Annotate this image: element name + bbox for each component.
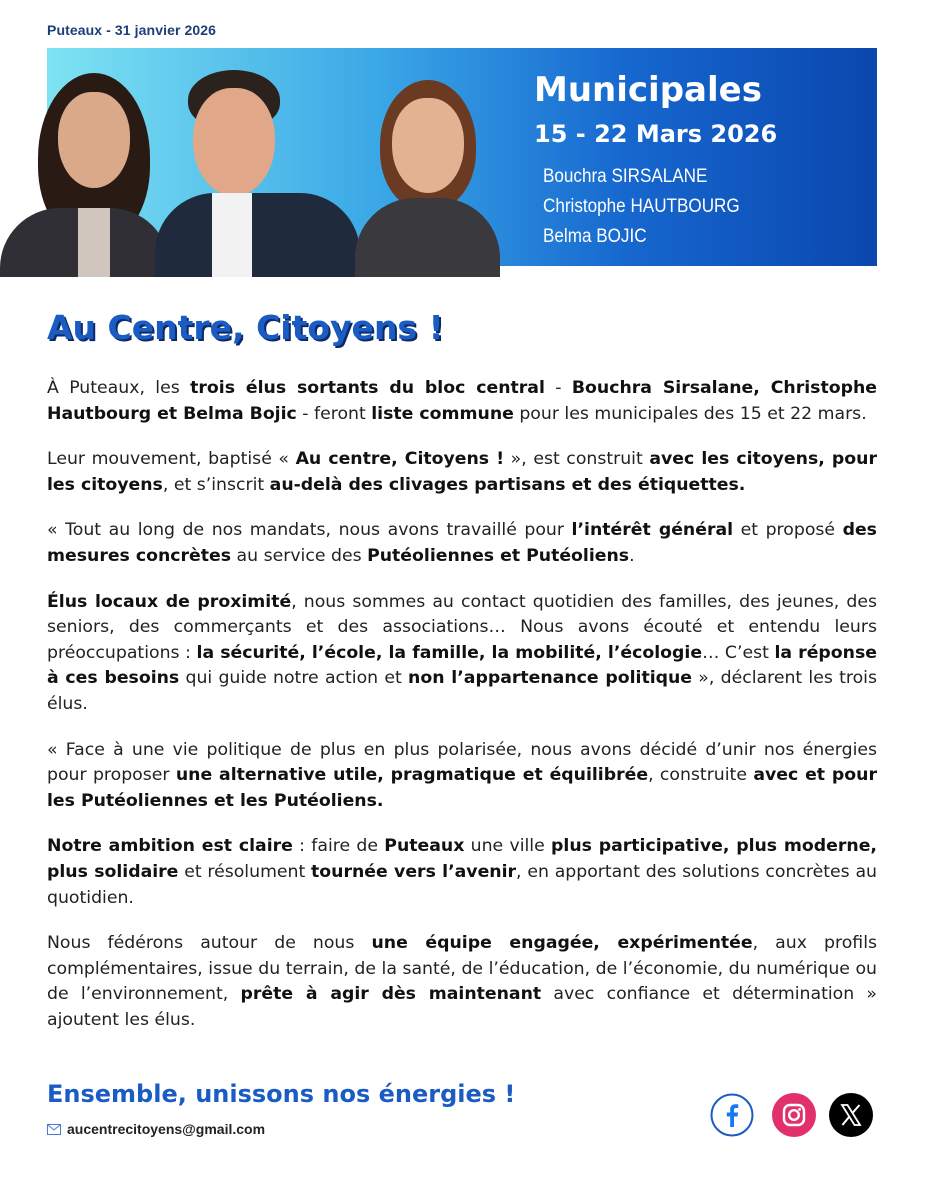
- bold-text: liste commune: [371, 403, 514, 424]
- x-icon[interactable]: [829, 1093, 873, 1137]
- article-paragraph: [47, 376, 877, 427]
- candidates-photo: [0, 48, 505, 277]
- bold-text: avec les citoyens, pour les citoyens: [47, 449, 877, 495]
- text-run: .: [629, 545, 635, 566]
- candidate-names: [543, 162, 762, 252]
- article-paragraph: [47, 834, 877, 911]
- article-paragraph: [47, 738, 877, 815]
- text-run: , nous sommes au contact quotidien des familles, des jeunes, des seniors, des commerçants et des associations… Nous avons écouté et entendu leurs préoccupations :: [47, 591, 878, 663]
- bold-text: trois élus sortants du bloc central: [190, 378, 545, 398]
- text-run: Nous fédérons autour de nous: [47, 933, 372, 954]
- bold-text: Élus locaux de proximité: [47, 591, 292, 612]
- instagram-icon[interactable]: [772, 1093, 816, 1137]
- text-run: et résolument: [178, 861, 312, 882]
- bold-text: non l’appartenance politique: [408, 668, 693, 689]
- text-run: : faire de: [292, 836, 385, 857]
- bold-text: des mesures concrètes: [47, 520, 877, 566]
- text-run: À Puteaux, les: [47, 378, 191, 398]
- text-run: « Face à une vie politique de plus en plus polarisée, nous avons décidé d’unir nos énergies pour proposer: [47, 739, 877, 786]
- text-run: qui guide notre action et: [179, 668, 409, 689]
- election-title: Municipales: [534, 70, 762, 110]
- text-run: , en apportant des solutions concrètes au quotidien.: [47, 861, 877, 908]
- article-paragraph: [47, 590, 877, 718]
- candidate-name: Christophe HAUTBOURG: [543, 196, 740, 217]
- bold-text: Putéoliennes et Putéoliens: [367, 545, 630, 566]
- text-run: », est construit: [504, 449, 650, 470]
- bold-text: prête à agir dès maintenant: [240, 984, 542, 1005]
- headline: Au Centre, Citoyens !: [47, 308, 444, 347]
- email-address[interactable]: aucentrecitoyens@gmail.com: [67, 1121, 266, 1137]
- text-run: pour les municipales des 15 et 22 mars.: [513, 403, 867, 424]
- text-run: , et s’inscrit: [162, 474, 270, 495]
- election-dates: 15 - 22 Mars 2026: [534, 120, 778, 148]
- bold-text: avec et pour les Putéoliennes et les Putéoliens.: [47, 765, 877, 811]
- text-run: -: [544, 378, 572, 398]
- article-paragraph: [47, 931, 877, 1033]
- bold-text: l’intérêt général: [571, 520, 734, 541]
- bold-text: la réponse à ces besoins: [47, 642, 877, 689]
- text-run: », déclarent les trois élus.: [47, 668, 877, 714]
- dateline: Puteaux - 31 janvier 2026: [47, 22, 217, 38]
- candidate-name: Bouchra SIRSALANE: [543, 166, 708, 187]
- candidate-name: Belma BOJIC: [543, 226, 647, 247]
- bold-text: plus participative, plus moderne, plus solidaire: [47, 836, 877, 882]
- text-run: au service des: [231, 545, 368, 566]
- mail-icon: [47, 1124, 61, 1135]
- bold-text: une équipe engagée, expérimentée: [371, 933, 753, 954]
- bold-text: la sécurité, l’école, la famille, la mobilité, l’écologie: [196, 642, 703, 663]
- text-run: , aux profils complémentaires, issue du terrain, de la santé, de l’éducation, de l’économie, du numérique ou de l’environnement,: [47, 933, 877, 1005]
- article-body: [47, 376, 877, 1053]
- text-run: Leur mouvement, baptisé «: [47, 449, 296, 470]
- text-run: « Tout au long de nos mandats, nous avons travaillé pour: [47, 520, 572, 541]
- bold-text: tournée vers l’avenir: [311, 861, 517, 882]
- article-paragraph: [47, 447, 877, 498]
- text-run: et proposé: [733, 520, 843, 541]
- contact-email[interactable]: [47, 1121, 265, 1137]
- text-run: avec confiance et détermination » ajoutent les élus.: [47, 984, 877, 1030]
- bold-text: Notre ambition est claire: [47, 836, 293, 857]
- bold-text: Bouchra Sirsalane, Christophe Hautbourg et Belma Bojic: [47, 378, 877, 424]
- facebook-icon[interactable]: [710, 1093, 754, 1137]
- bold-text: au-delà des clivages partisans et des étiquettes.: [269, 474, 746, 495]
- slogan: Ensemble, unissons nos énergies !: [47, 1080, 516, 1108]
- article-paragraph: [47, 518, 877, 569]
- campaign-banner: [0, 48, 877, 277]
- bold-text: Au centre, Citoyens !: [295, 449, 505, 470]
- text-run: … C’est: [702, 642, 775, 663]
- bold-text: Puteaux: [384, 836, 465, 857]
- text-run: une ville: [464, 836, 552, 857]
- bold-text: une alternative utile, pragmatique et équilibrée: [175, 765, 649, 786]
- text-run: , construite: [648, 765, 754, 786]
- text-run: - feront: [296, 403, 372, 424]
